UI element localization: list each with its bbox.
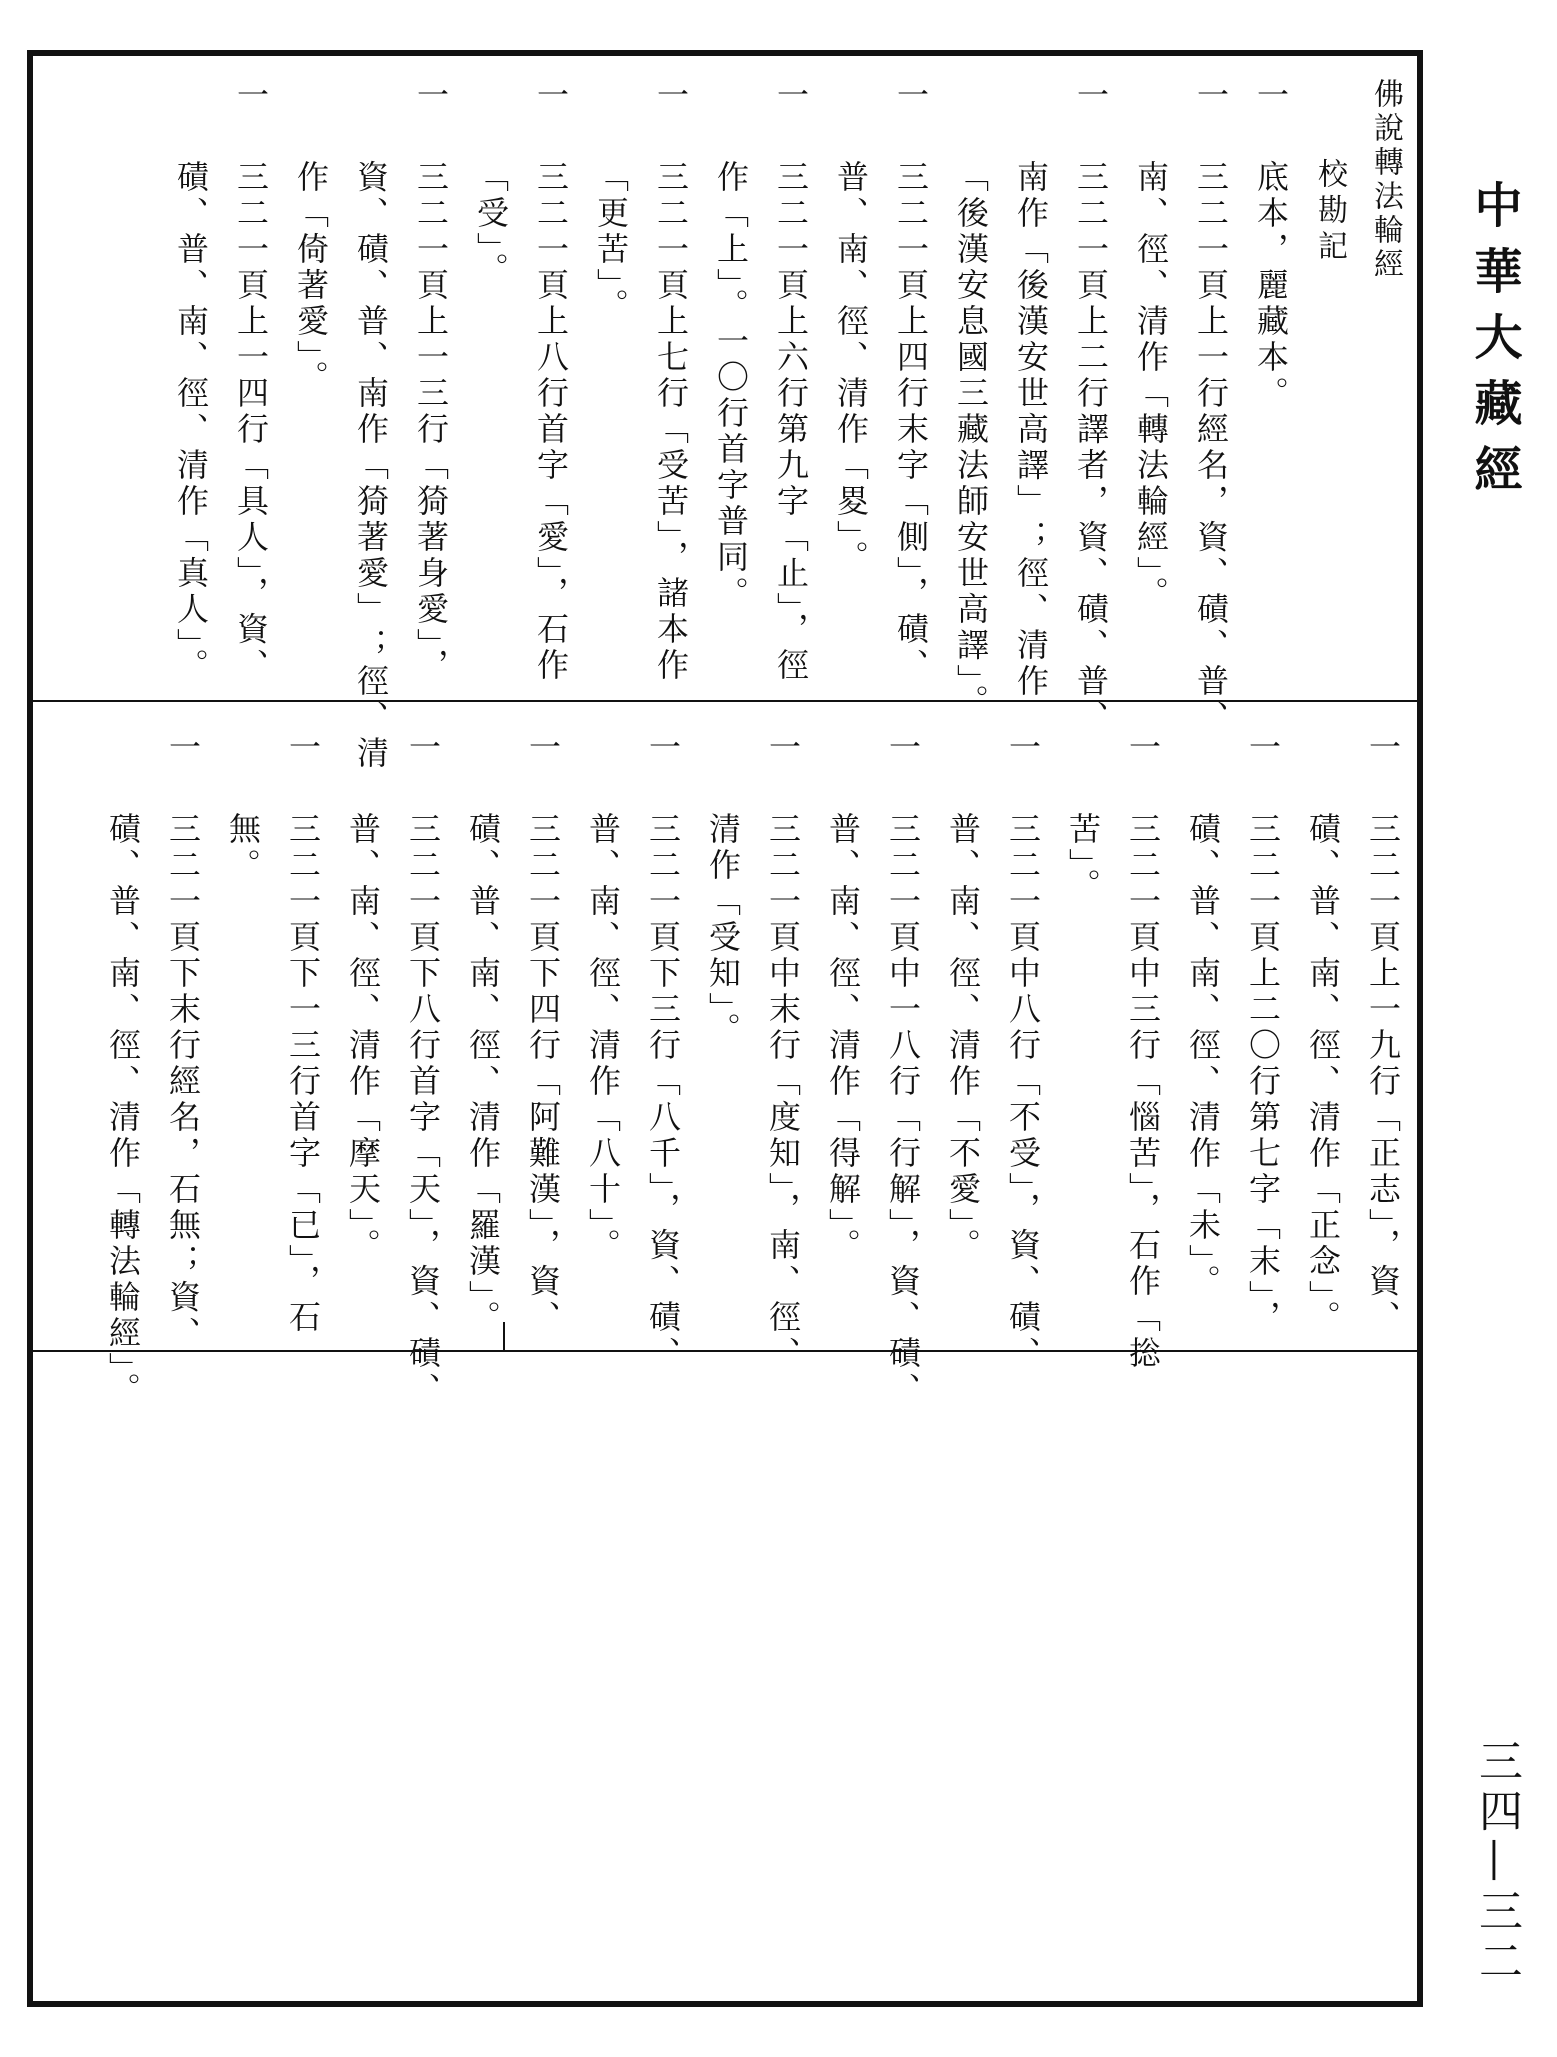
upper-note-column: [1061, 78, 1121, 772]
upper-note-column: [401, 78, 461, 772]
note-text: 南、徑、清作「轉法輪經」。: [1132, 160, 1170, 612]
lower-note-column: [1173, 730, 1233, 1408]
upper-note-column: [941, 78, 1001, 772]
note-text: 三二一頁上二行譯者，資、磧、普、: [1072, 160, 1110, 736]
note-text: 資、磧、普、南作「猗著愛」；徑、清: [352, 160, 390, 772]
lower-notes-panel: [93, 730, 1413, 1408]
lower-note-column: [813, 730, 873, 1408]
note-text: 三二一頁下三行「八千」，資、磧、: [644, 812, 682, 1372]
note-text: 普、南、徑、清作「不愛」。: [944, 812, 982, 1264]
lower-note-column: [633, 730, 693, 1408]
note-text: 三二一頁上一行經名，資、磧、普、: [1192, 160, 1230, 736]
note-text: 普、南、徑、清作「摩天」。: [344, 812, 382, 1264]
upper-notes-panel: [161, 78, 1413, 772]
note-text: 三二一頁中一八行「行解」，資、磧、: [884, 812, 922, 1408]
lower-note-column: [933, 730, 993, 1408]
note-bullet: 一: [412, 78, 450, 114]
lower-note-column: [1293, 730, 1353, 1408]
note-bullet: 一: [884, 730, 922, 766]
note-text: 普、南、徑、清作「得解」。: [824, 812, 862, 1264]
lower-note-column: [873, 730, 933, 1408]
upper-note-column: [641, 78, 701, 772]
upper-note-column: [461, 78, 521, 772]
note-bullet: 一: [1252, 78, 1290, 114]
note-text: 磧、普、南、徑、清作「真人」。: [172, 160, 210, 684]
note-text: 三二一頁下四行「阿難漢」，資、: [524, 812, 562, 1336]
note-bullet: 一: [764, 730, 802, 766]
note-text: 「後漢安息國三藏法師安世高譯」。: [952, 160, 990, 720]
lower-note-column: [573, 730, 633, 1408]
upper-note-column: [1001, 78, 1061, 772]
upper-notes-columns: [161, 78, 1301, 772]
note-bullet: 一: [1244, 730, 1282, 766]
lower-note-column: [513, 730, 573, 1408]
note-bullet: 一: [284, 730, 322, 766]
note-text: 三二一頁上一四行「具人」，資、: [232, 160, 270, 684]
note-text: 三二一頁上一九行「正志」，資、: [1364, 812, 1402, 1336]
lower-notes-columns: [93, 730, 1413, 1408]
note-bullet: 一: [164, 730, 202, 766]
note-text: 三二一頁上一三行「猗著身愛」，: [412, 160, 450, 684]
lower-note-column: [993, 730, 1053, 1408]
note-text: 普、南、徑、清作「畟」。: [832, 160, 870, 576]
lower-note-column: [153, 730, 213, 1408]
collection-title: 中華大藏經: [1466, 180, 1522, 510]
upper-note-column: [761, 78, 821, 772]
note-text: 三二一頁下末行經名，石無；資、: [164, 812, 202, 1352]
lower-note-column: [453, 730, 513, 1408]
note-text: 三二一頁上八行首字「愛」，石作: [532, 160, 570, 684]
upper-note-column: [1241, 78, 1301, 772]
note-bullet: 一: [1124, 730, 1162, 766]
note-bullet: 一: [532, 78, 570, 114]
note-text: 「更苦」。: [592, 160, 630, 324]
upper-note-column: [521, 78, 581, 772]
lower-note-column: [1113, 730, 1173, 1408]
lower-note-column: [1053, 730, 1113, 1408]
note-bullet: 一: [1364, 730, 1402, 766]
note-bullet: 一: [772, 78, 810, 114]
upper-note-column: [581, 78, 641, 772]
upper-note-column: [221, 78, 281, 772]
note-bullet: 一: [644, 730, 682, 766]
note-text: 普、南、徑、清作「八十」。: [584, 812, 622, 1264]
upper-note-column: [341, 78, 401, 772]
note-text: 清作「受知」。: [704, 812, 742, 1048]
note-bullet: 一: [1072, 78, 1110, 114]
note-text: 三二一頁上六行第九字「止」，徑: [772, 160, 810, 684]
lower-note-column: [1353, 730, 1413, 1408]
note-text: 三二一頁上四行末字「側」，磧、: [892, 160, 930, 684]
note-bullet: 一: [892, 78, 930, 114]
note-text: 南作「後漢安世高譯」；徑、清作: [1012, 160, 1050, 700]
note-text: 「受」。: [472, 160, 510, 288]
sutra-title: 佛說轉法輪經: [1368, 78, 1403, 282]
note-text: 苦」。: [1064, 812, 1102, 904]
upper-note-column: [881, 78, 941, 772]
note-text: 三二一頁中三行「惱苦」，石作「捴: [1124, 812, 1162, 1372]
note-text: 三二一頁中八行「不受」，資、磧、: [1004, 812, 1042, 1372]
upper-note-column: [701, 78, 761, 772]
note-text: 無。: [224, 812, 262, 884]
note-bullet: 一: [652, 78, 690, 114]
note-text: 作「上」。一〇行首字普同。: [712, 160, 750, 612]
upper-note-column: [1121, 78, 1181, 772]
note-text: 磧、普、南、徑、清作「未」。: [1184, 812, 1222, 1300]
note-bullet: 一: [1192, 78, 1230, 114]
note-text: 三二一頁上七行「受苦」，諸本作: [652, 160, 690, 684]
note-bullet: 一: [524, 730, 562, 766]
note-bullet: 一: [232, 78, 270, 114]
note-text: 三二一頁下八行首字「天」，資、磧、: [404, 812, 442, 1408]
note-text: 磧、普、南、徑、清作「轉法輪經」。: [104, 812, 142, 1408]
upper-note-column: [821, 78, 881, 772]
lower-note-column: [693, 730, 753, 1408]
lower-note-column: [1233, 730, 1293, 1408]
collation-subtitle: 校勘記: [1312, 158, 1347, 266]
lower-note-column: [753, 730, 813, 1408]
lower-note-column: [213, 730, 273, 1408]
note-text: 三二一頁下一三行首字「已」，石: [284, 812, 322, 1336]
note-text: 底本，麗藏本。: [1252, 160, 1290, 412]
upper-note-column: [1181, 78, 1241, 772]
note-text: 三二一頁上二〇行第七字「末」，: [1244, 812, 1282, 1336]
note-bullet: 一: [1004, 730, 1042, 766]
note-text: 磧、普、南、徑、清作「正念」。: [1304, 812, 1342, 1336]
note-text: 作「倚著愛」。: [292, 160, 330, 396]
note-text: 磧、普、南、徑、清作「羅漢」。: [464, 812, 502, 1336]
note-bullet: 一: [404, 730, 442, 766]
note-text: 三二一頁中末行「度知」，南、徑、: [764, 812, 802, 1372]
lower-note-column: [333, 730, 393, 1408]
upper-note-column: [161, 78, 221, 772]
lower-note-column: [273, 730, 333, 1408]
upper-note-column: [281, 78, 341, 772]
lower-note-column: [393, 730, 453, 1408]
page-number: 三四—三二: [1471, 1738, 1522, 1988]
lower-note-column: [93, 730, 153, 1408]
